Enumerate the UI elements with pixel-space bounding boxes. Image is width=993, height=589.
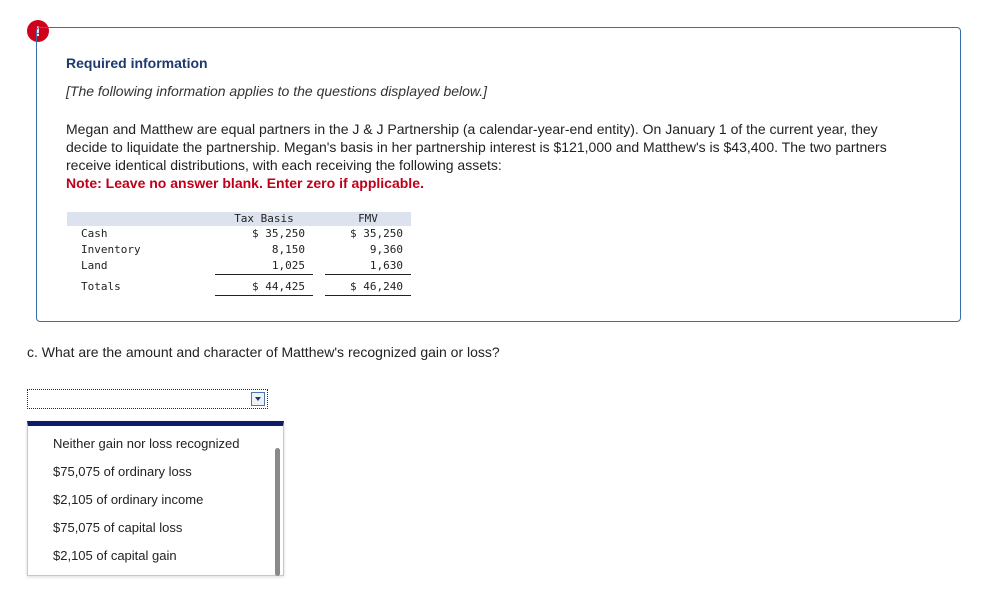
row-tax-basis: 8,150 — [271, 243, 305, 256]
dropdown-option[interactable]: Neither gain nor loss recognized — [53, 436, 240, 451]
problem-description: Megan and Matthew are equal partners in the J & J Partnership (a calendar-year-end entity). On January 1 of the current year, they decide to liquidate the partnership. Megan's basis in her partnership interest is $121,000 and Matthew's is $43,400. The two partners receive identical distributions, with each receiving the following assets: — [66, 121, 887, 173]
row-label: Cash — [81, 227, 108, 240]
table-row — [67, 242, 411, 258]
row-tax-basis: 1,025 — [271, 259, 305, 272]
row-fmv: $ 35,250 — [350, 227, 403, 240]
header-fmv: FMV — [325, 212, 411, 226]
dropdown-scrollbar[interactable] — [275, 448, 280, 576]
note-text: Note: Leave no answer blank. Enter zero if applicable. — [66, 175, 424, 191]
row-label: Land — [81, 259, 108, 273]
totals-label: Totals — [81, 280, 121, 293]
required-information-title: Required information — [66, 55, 208, 71]
row-fmv: 1,630 — [369, 259, 403, 272]
table-row — [67, 226, 411, 242]
required-information-subtitle: [The following information applies to the questions displayed below.] — [66, 83, 488, 99]
totals-fmv: $ 46,240 — [350, 280, 403, 293]
row-label: Inventory — [81, 243, 141, 256]
totals-row — [67, 275, 411, 296]
header-label — [67, 212, 213, 226]
header-tax-basis: Tax Basis — [215, 212, 313, 226]
assets-table — [67, 212, 411, 296]
answer-dropdown-list — [27, 421, 284, 576]
totals-tax-basis: $ 44,425 — [252, 280, 305, 293]
table-header-row — [67, 212, 411, 226]
dropdown-option[interactable]: $75,075 of ordinary loss — [53, 464, 192, 479]
dropdown-option[interactable]: $2,105 of ordinary income — [53, 492, 204, 507]
dropdown-arrow-icon[interactable] — [251, 392, 265, 406]
required-information-panel — [36, 27, 961, 322]
dropdown-option[interactable]: $75,075 of capital loss — [53, 520, 183, 535]
dropdown-option[interactable]: $2,105 of capital gain — [53, 548, 177, 563]
question-text: c. What are the amount and character of Matthew's recognized gain or loss? — [27, 344, 500, 360]
table-row — [67, 258, 411, 275]
row-tax-basis: $ 35,250 — [252, 227, 305, 240]
answer-select[interactable] — [27, 389, 268, 409]
alert-icon: ! — [27, 20, 49, 42]
row-fmv: 9,360 — [369, 243, 403, 256]
